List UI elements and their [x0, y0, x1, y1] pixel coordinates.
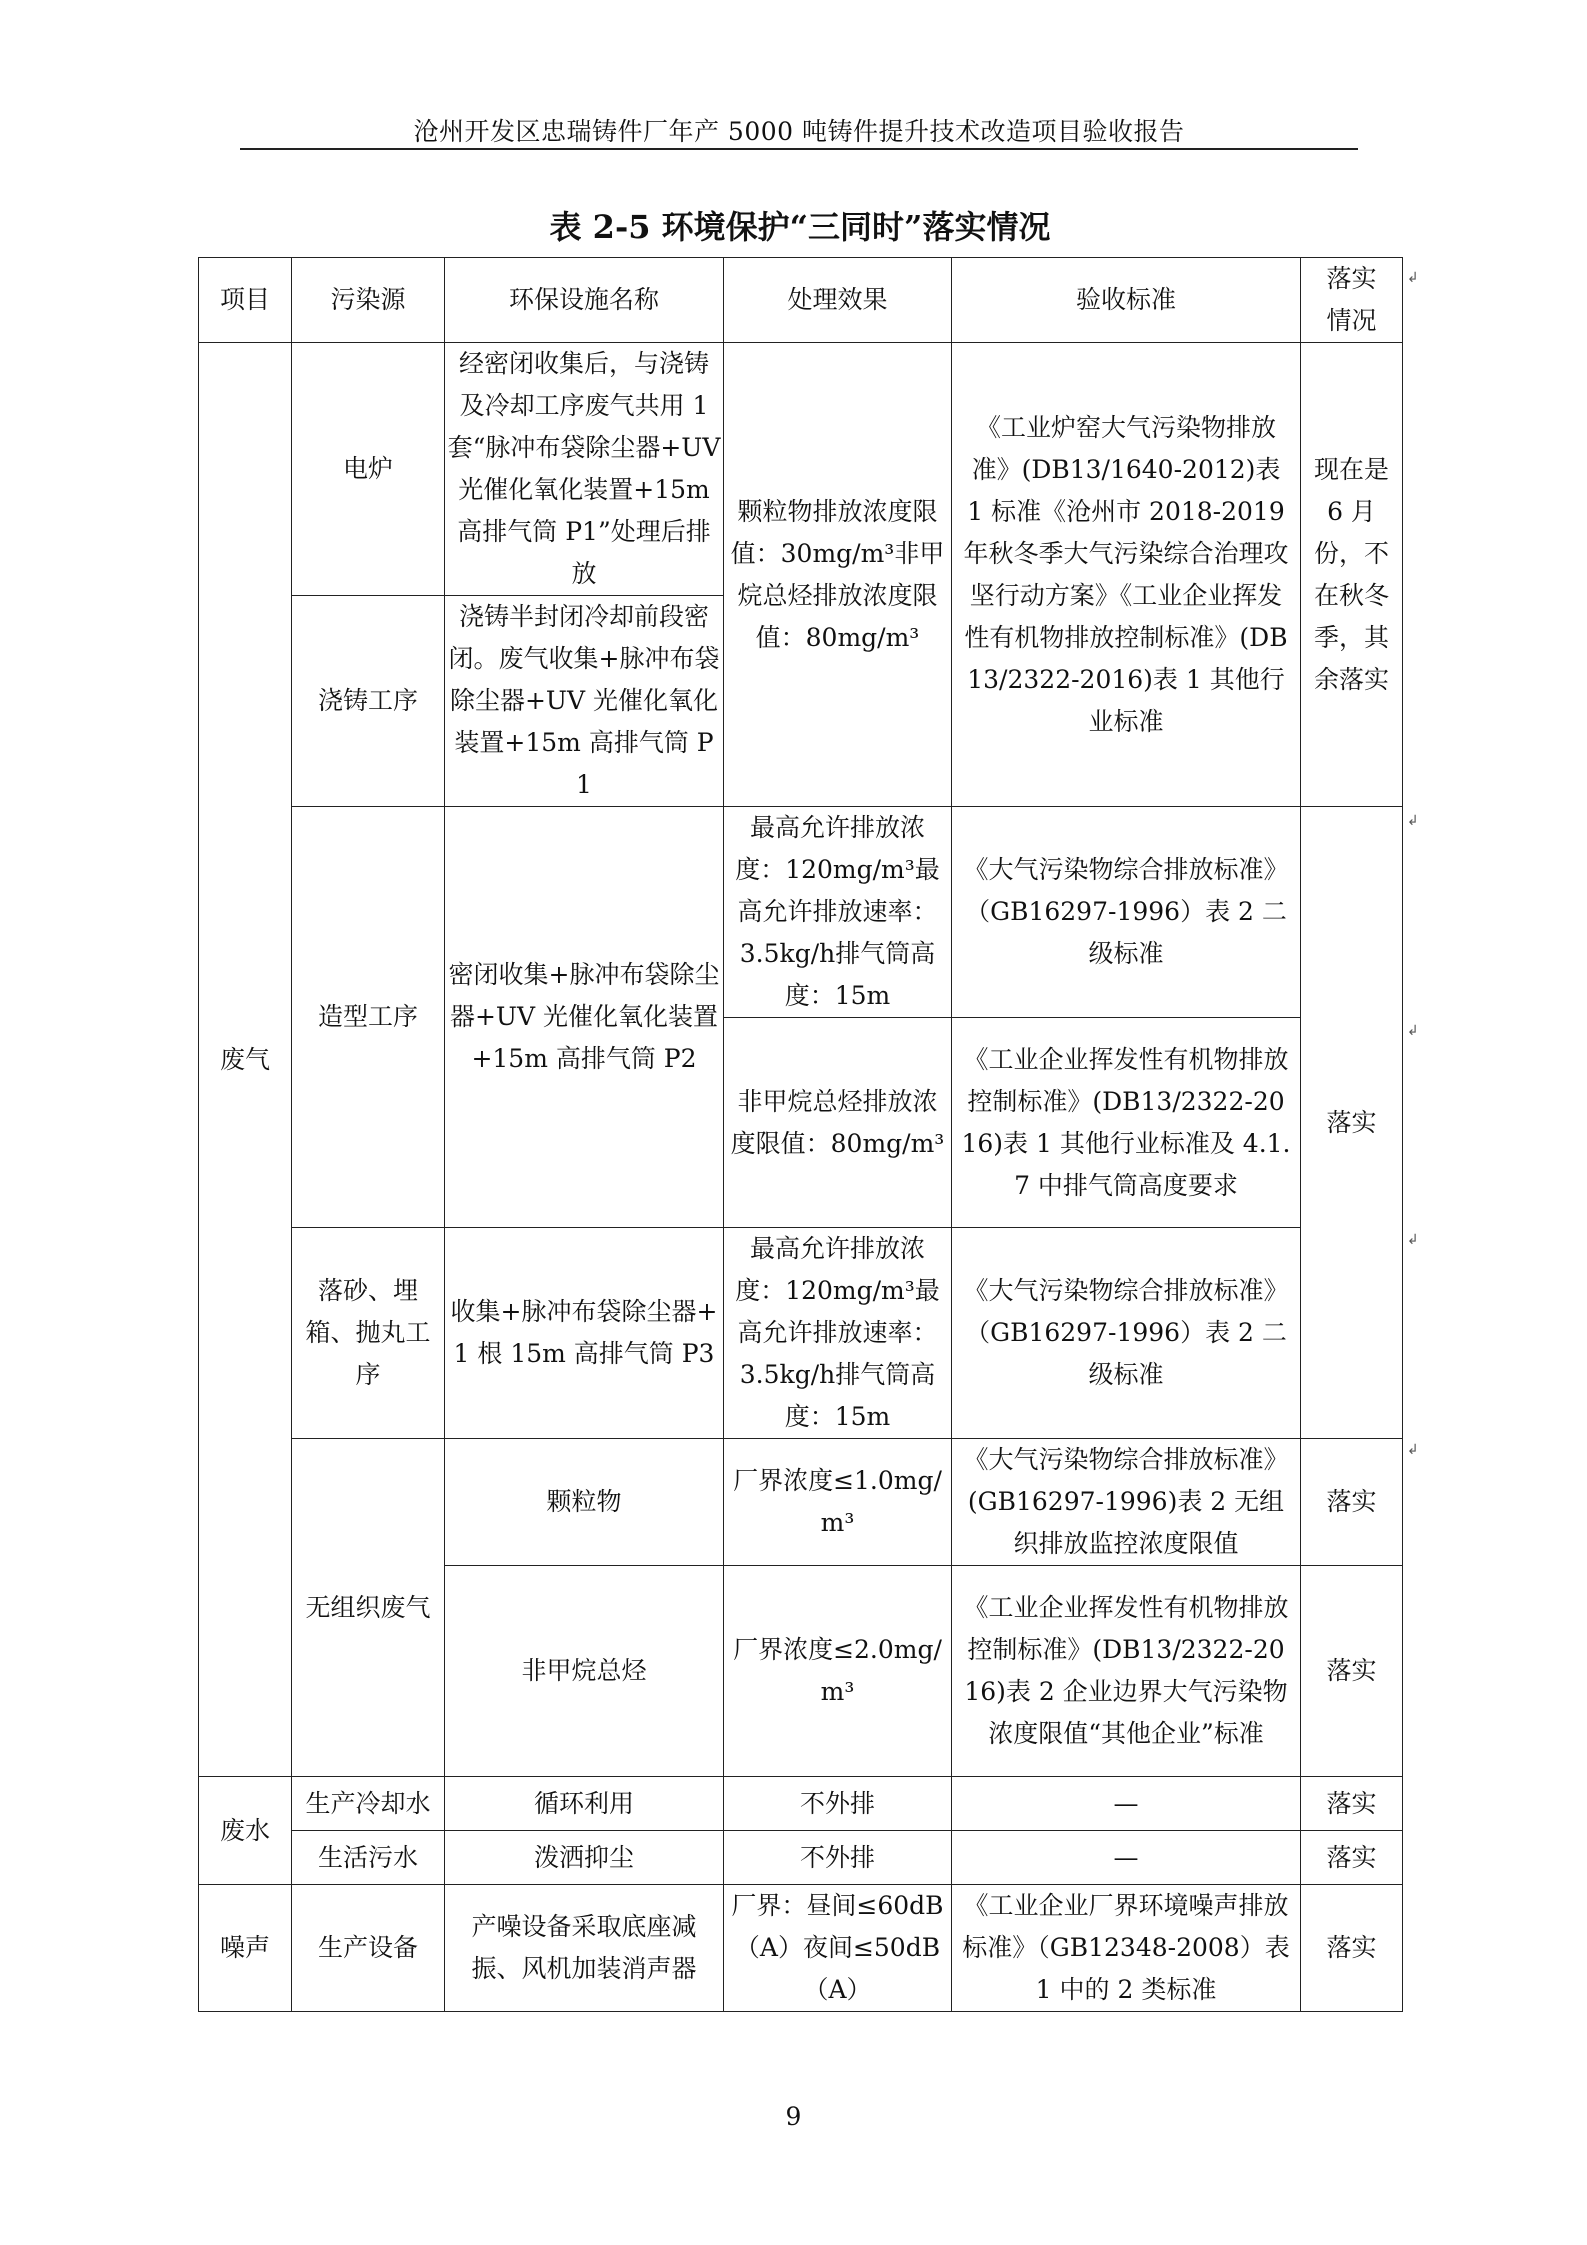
facility-cell: 产噪设备采取底座减振、风机加装消声器 [445, 1885, 724, 2012]
category-cell: 废气 [199, 343, 292, 1777]
status-cell: 现在是 6 月份，不在秋冬季，其余落实 [1301, 343, 1403, 807]
source-cell: 落砂、埋箱、抛丸工序 [292, 1228, 445, 1439]
status-cell: 落实 [1301, 1831, 1403, 1885]
table-row [199, 343, 1403, 596]
effect-cell: 颗粒物排放浓度限值：30mg/m³非甲烷总烃排放浓度限值：80mg/m³ [724, 343, 952, 807]
status-cell: 落实 [1301, 1566, 1403, 1777]
facility-cell: 密闭收集+脉冲布袋除尘器+UV 光催化氧化装置+15m 高排气筒 P2 [445, 807, 724, 1228]
status-cell: 落实 [1301, 1777, 1403, 1831]
category-cell: 废水 [199, 1777, 292, 1885]
source-cell: 生产冷却水 [292, 1777, 445, 1831]
table-row [199, 1439, 1403, 1566]
source-cell: 电炉 [292, 343, 445, 596]
effect-cell: 厂界：昼间≤60dB（A）夜间≤50dB（A） [724, 1885, 952, 2012]
standard-cell: 《工业企业挥发性有机物排放控制标准》(DB13/2322-2016)表 2 企业边界大气污染物浓度限值“其他企业”标准 [952, 1566, 1301, 1777]
source-cell: 生产设备 [292, 1885, 445, 2012]
table-row [199, 807, 1403, 1018]
effect-cell: 不外排 [724, 1777, 952, 1831]
page-number: 9 [785, 2102, 802, 2131]
table-row [199, 1777, 1403, 1831]
facility-cell: 收集+脉冲布袋除尘器+1 根 15m 高排气筒 P3 [445, 1228, 724, 1439]
standard-cell: 《大气污染物综合排放标准》（GB16297-1996）表 2 二级标准 [952, 807, 1301, 1018]
standard-cell: 《工业企业挥发性有机物排放控制标准》(DB13/2322-2016)表 1 其他行业标准及 4.1.7 中排气筒高度要求 [952, 1018, 1301, 1228]
header-cell: 项目 [199, 258, 292, 343]
source-cell: 生活污水 [292, 1831, 445, 1885]
standard-cell: 《工业企业厂界环境噪声排放标准》（GB12348-2008）表 1 中的 2 类标准 [952, 1885, 1301, 2012]
header-cell: 落实情况 [1301, 258, 1403, 343]
header-cell: 验收标准 [952, 258, 1301, 343]
status-cell: 落实 [1301, 807, 1403, 1439]
standard-cell: 《大气污染物综合排放标准》(GB16297-1996)表 2 无组织排放监控浓度限值 [952, 1439, 1301, 1566]
table-row [199, 1885, 1403, 2012]
table-row [199, 1228, 1403, 1439]
facility-cell: 颗粒物 [445, 1439, 724, 1566]
paragraph-mark: ↲ [1407, 813, 1419, 829]
effect-cell: 不外排 [724, 1831, 952, 1885]
paragraph-mark: ↲ [1407, 1232, 1419, 1248]
effect-cell: 厂界浓度≤2.0mg/m³ [724, 1566, 952, 1777]
standard-cell: — [952, 1831, 1301, 1885]
status-cell: 落实 [1301, 1439, 1403, 1566]
effect-cell: 非甲烷总烃排放浓度限值：80mg/m³ [724, 1018, 952, 1228]
running-header: 沧州开发区忠瑞铸件厂年产 5000 吨铸件提升技术改造项目验收报告 [413, 117, 1185, 146]
header-cell: 处理效果 [724, 258, 952, 343]
paragraph-mark: ↲ [1407, 1442, 1419, 1458]
status-cell: 落实 [1301, 1885, 1403, 2012]
environmental-protection-table [198, 257, 1403, 2012]
header-cell: 环保设施名称 [445, 258, 724, 343]
header-row [199, 258, 1403, 343]
paragraph-mark: ↲ [1407, 270, 1419, 286]
category-cell: 噪声 [199, 1885, 292, 2012]
effect-cell: 最高允许排放浓度：120mg/m³最高允许排放速率：3.5kg/h排气筒高度：15m [724, 807, 952, 1018]
facility-cell: 泼洒抑尘 [445, 1831, 724, 1885]
table-caption: 表 2-5 环境保护“三同时”落实情况 [549, 208, 1051, 246]
header-rule [240, 148, 1358, 150]
facility-cell: 循环利用 [445, 1777, 724, 1831]
standard-cell: 《工业炉窑大气污染物排放准》(DB13/1640-2012)表 1 标准《沧州市 2018-2019 年秋冬季大气污染综合治理攻坚行动方案》《工业企业挥发性有机物排放控制标准》(DB13/2322-2016)表 1 其他行业标准 [952, 343, 1301, 807]
source-cell: 无组织废气 [292, 1439, 445, 1777]
paragraph-mark: ↲ [1407, 1023, 1419, 1039]
standard-cell: — [952, 1777, 1301, 1831]
effect-cell: 最高允许排放浓度：120mg/m³最高允许排放速率：3.5kg/h排气筒高度：15m [724, 1228, 952, 1439]
source-cell: 浇铸工序 [292, 596, 445, 807]
facility-cell: 经密闭收集后，与浇铸及冷却工序废气共用 1 套“脉冲布袋除尘器+UV 光催化氧化装置+15m 高排气筒 P1”处理后排放 [445, 343, 724, 596]
standard-cell: 《大气污染物综合排放标准》（GB16297-1996）表 2 二级标准 [952, 1228, 1301, 1439]
source-cell: 造型工序 [292, 807, 445, 1228]
header-cell: 污染源 [292, 258, 445, 343]
facility-cell: 非甲烷总烃 [445, 1566, 724, 1777]
effect-cell: 厂界浓度≤1.0mg/m³ [724, 1439, 952, 1566]
facility-cell: 浇铸半封闭冷却前段密闭。废气收集+脉冲布袋除尘器+UV 光催化氧化装置+15m 高排气筒 P1 [445, 596, 724, 807]
table-row [199, 1831, 1403, 1885]
